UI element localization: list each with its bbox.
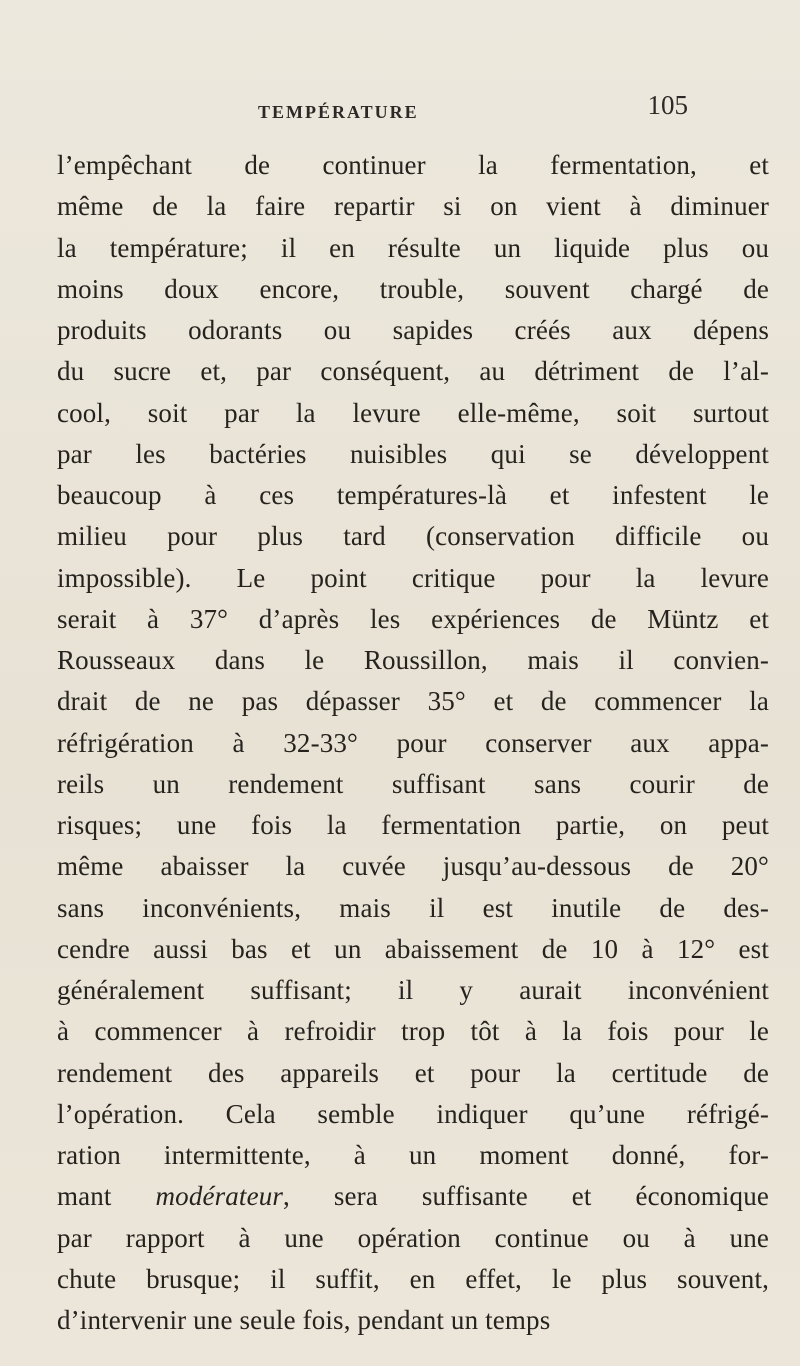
text-line: ration intermittente, à un moment donné, for- bbox=[57, 1140, 769, 1170]
text-line: du sucre et, par conséquent, au détriment de l’al- bbox=[57, 356, 769, 387]
text-line: sans inconvénients, mais il est inutile de des- bbox=[57, 892, 769, 923]
text-line: produits odorants ou sapides créés aux dépens bbox=[57, 315, 769, 345]
text-line: la température; il en résulte un liquide plus ou bbox=[57, 232, 769, 263]
page-header bbox=[258, 92, 688, 136]
text-line: impossible). Le point critique pour la levure bbox=[57, 562, 769, 593]
text-line: drait de ne pas dépasser 35° et de commencer la bbox=[57, 686, 769, 717]
text-line: reils un rendement suffisant sans courir de bbox=[57, 768, 769, 799]
text-line-with-italic bbox=[57, 1176, 769, 1217]
text-segment: , sera suffisante et économique bbox=[283, 1181, 769, 1212]
text-line: à commencer à refroidir trop tôt à la fois pour le bbox=[57, 1016, 769, 1047]
text-line: par rapport à une opération continue ou à une bbox=[57, 1222, 769, 1253]
text-line: milieu pour plus tard (conservation difficile ou bbox=[57, 521, 769, 552]
text-line: même abaisser la cuvée jusqu’au-dessous de 20° bbox=[57, 851, 769, 882]
text-line: risques; une fois la fermentation partie, on peut bbox=[57, 810, 769, 840]
text-line: réfrigération à 32-33° pour conserver aux appa- bbox=[57, 727, 769, 758]
running-title: TEMPÉRATURE bbox=[258, 102, 419, 122]
text-line: serait à 37° d’après les expériences de Müntz et bbox=[57, 603, 769, 634]
page-number: 105 bbox=[647, 90, 688, 120]
text-line: chute brusque; il suffit, en effet, le plus souvent, bbox=[57, 1263, 769, 1294]
text-line: moins doux encore, trouble, souvent chargé de bbox=[57, 273, 769, 304]
text-segment: mant bbox=[57, 1181, 156, 1212]
text-line: l’empêchant de continuer la fermentation, et bbox=[57, 150, 769, 180]
text-line: d’intervenir une seule fois, pendant un temps bbox=[57, 1305, 551, 1335]
text-line: Rousseaux dans le Roussillon, mais il convien- bbox=[57, 645, 769, 675]
text-line: cendre aussi bas et un abaissement de 10 à 12° est bbox=[57, 933, 769, 964]
italic-term: modérateur bbox=[155, 1181, 284, 1212]
text-line: même de la faire repartir si on vient à diminuer bbox=[57, 191, 769, 222]
text-line: généralement suffisant; il y aurait inconvénient bbox=[57, 975, 769, 1005]
text-line: l’opération. Cela semble indiquer qu’une réfrigé- bbox=[57, 1098, 769, 1129]
body-text bbox=[57, 145, 769, 1341]
text-line: par les bactéries nuisibles qui se développent bbox=[57, 438, 769, 469]
text-line: beaucoup à ces températures-là et infestent le bbox=[57, 480, 769, 510]
text-line: rendement des appareils et pour la certitude de bbox=[57, 1057, 769, 1088]
text-line: cool, soit par la levure elle-même, soit surtout bbox=[57, 397, 769, 428]
